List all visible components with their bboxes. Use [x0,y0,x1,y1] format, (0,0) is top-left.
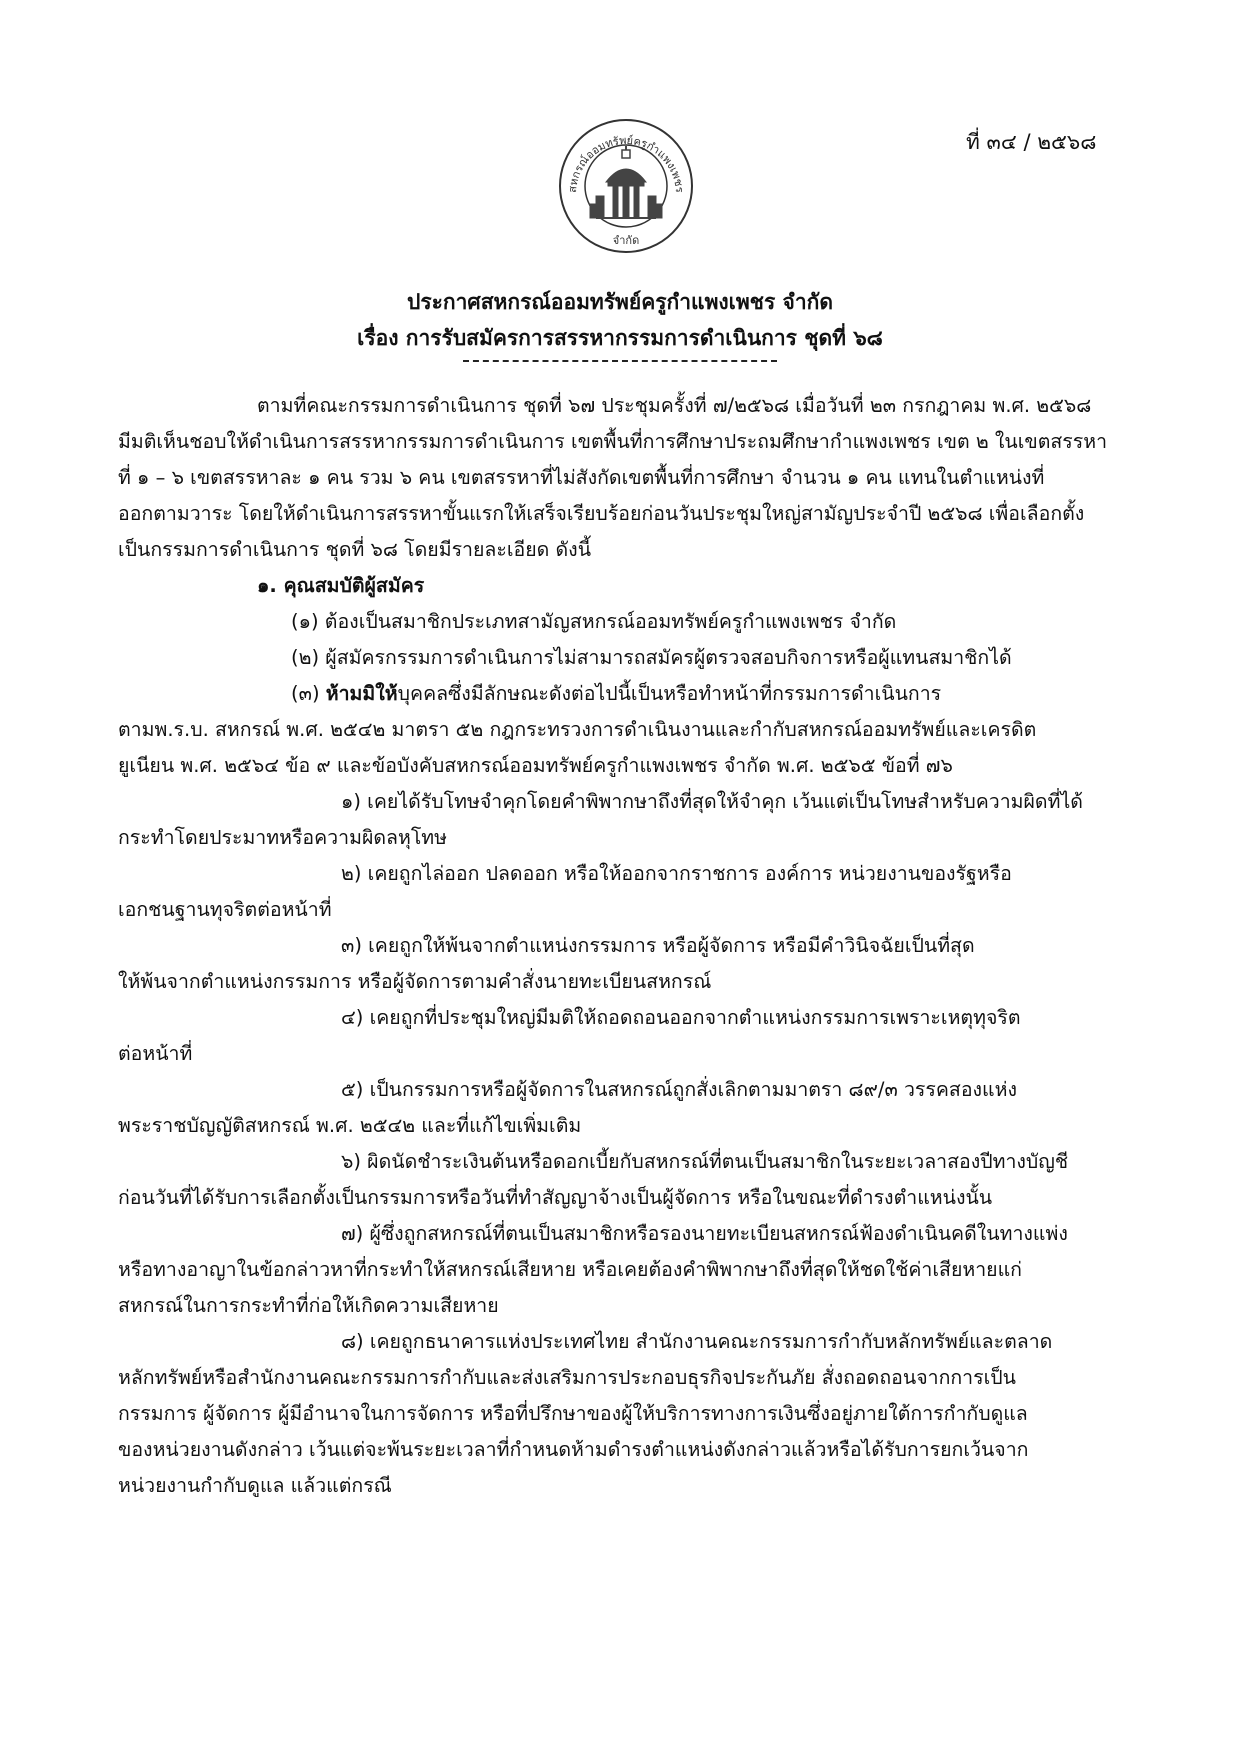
prohibited-emphasis: ห้ามมิให้ [325,682,398,705]
prohibition-item-3-continuation: ให้พ้นจากตำแหน่งกรรมการ หรือผู้จัดการตามคำสั่งนายทะเบียนสหกรณ์ [118,970,712,993]
intro-line: มีมติเห็นชอบให้ดำเนินการสรรหากรรมการดำเนินการ เขตพื้นที่การศึกษาประถมศึกษากำแพงเพชร เขต ๒ ในเขตสรรหา [118,430,1108,453]
intro-line: ออกตามวาระ โดยให้ดำเนินการสรรหาขั้นแรกให้เสร็จเรียบร้อยก่อนวันประชุมใหญ่สามัญประจำปี ๒๕๖๘ เพื่อเลือกตั้ง [118,502,1085,525]
announcement-subject: เรื่อง การรับสมัครการสรรหากรรมการดำเนินการ ชุดที่ ๖๘ [357,326,883,350]
seal-bottom-text: จำกัด [612,234,640,247]
seal-ring-text: สหกรณ์ออมทรัพย์ครูกำแพงเพชร [565,133,687,194]
prohibition-item-8-continuation: ของหน่วยงานดังกล่าว เว้นแต่จะพ้นระยะเวลาที่กำหนดห้ามดำรงตำแหน่งดังกล่าวแล้วหรือได้รับการยกเว้นจาก [118,1438,1029,1461]
qualification-continuation: ยูเนียน พ.ศ. ๒๕๖๔ ข้อ ๙ และข้อบังคับสหกรณ์ออมทรัพย์ครูกำแพงเพชร จำกัด พ.ศ. ๒๕๖๕ ข้อที่ ๗๖ [118,754,953,777]
prohibition-item-3: ๓) เคยถูกให้พ้นจากตำแหน่งกรรมการ หรือผู้จัดการ หรือมีคำวินิจฉัยเป็นที่สุด [341,934,975,957]
title-divider [463,360,777,362]
prohibition-item-1: ๑) เคยได้รับโทษจำคุกโดยคำพิพากษาถึงที่สุดให้จำคุก เว้นแต่เป็นโทษสำหรับความผิดที่ได้ [341,790,1083,813]
intro-line: ที่ ๑ – ๖ เขตสรรหาละ ๑ คน รวม ๖ คน เขตสรรหาที่ไม่สังกัดเขตพื้นที่การศึกษา จำนวน ๑ คน แทนในตำแหน่งที่ [118,466,1045,489]
prohibition-item-8-continuation: กรรมการ ผู้จัดการ ผู้มีอำนาจในการจัดการ หรือที่ปรึกษาของผู้ให้บริการทางการเงินซึ่งอยู่ภายใต้การกำกับดูแล [118,1402,1028,1425]
prohibition-item-8-continuation: หลักทรัพย์หรือสำนักงานคณะกรรมการกำกับและส่งเสริมการประกอบธุรกิจประกันภัย สั่งถอดถอนจากการเป็น [118,1366,1016,1389]
prohibition-item-5-continuation: พระราชบัญญัติสหกรณ์ พ.ศ. ๒๕๔๒ และที่แก้ไขเพิ่มเติม [118,1114,582,1137]
prohibition-item-7-continuation: สหกรณ์ในการกระทำที่ก่อให้เกิดความเสียหาย [118,1294,499,1317]
prohibition-item-2: ๒) เคยถูกไล่ออก ปลดออก หรือให้ออกจากราชการ องค์การ หน่วยงานของรัฐหรือ [341,862,1012,885]
prohibition-item-8-continuation: หน่วยงานกำกับดูแล แล้วแต่กรณี [118,1474,392,1497]
intro-line: ตามที่คณะกรรมการดำเนินการ ชุดที่ ๖๗ ประชุมครั้งที่ ๗/๒๕๖๘ เมื่อวันที่ ๒๓ กรกฎาคม พ.ศ. ๒๕๖๘ [257,394,1092,417]
intro-line: เป็นกรรมการดำเนินการ ชุดที่ ๖๘ โดยมีรายละเอียด ดังนี้ [118,538,592,561]
prohibition-item-4: ๔) เคยถูกที่ประชุมใหญ่มีมติให้ถอดถอนออกจากตำแหน่งกรรมการเพราะเหตุทุจริต [341,1006,1021,1029]
prohibition-item-5: ๕) เป็นกรรมการหรือผู้จัดการในสหกรณ์ถูกสั่งเลิกตามมาตรา ๘๙/๓ วรรคสองแห่ง [341,1078,1017,1101]
prohibition-item-7: ๗) ผู้ซึ่งถูกสหกรณ์ที่ตนเป็นสมาชิกหรือรองนายทะเบียนสหกรณ์ฟ้องดำเนินคดีในทางแพ่ง [341,1222,1068,1245]
qualification-item-prohibited: (๓) ห้ามมิให้บุคคลซึ่งมีลักษณะดังต่อไปนี้เป็นหรือทำหน้าที่กรรมการดำเนินการ [291,682,942,705]
qualification-continuation: ตามพ.ร.บ. สหกรณ์ พ.ศ. ๒๕๔๒ มาตรา ๕๒ กฎกระทรวงการดำเนินงานและกำกับสหกรณ์ออมทรัพย์และเครดิต [118,718,1037,741]
announcement-title: ประกาศสหกรณ์ออมทรัพย์ครูกำแพงเพชร จำกัด [407,290,833,314]
seal-emblem-icon [590,146,662,218]
prohibition-item-8: ๘) เคยถูกธนาคารแห่งประเทศไทย สำนักงานคณะกรรมการกำกับหลักทรัพย์และตลาด [341,1330,1053,1353]
prohibition-item-6: ๖) ผิดนัดชำระเงินต้นหรือดอกเบี้ยกับสหกรณ์ที่ตนเป็นสมาชิกในระยะเวลาสองปีทางบัญชี [341,1150,1069,1173]
qualification-item: (๑) ต้องเป็นสมาชิกประเภทสามัญสหกรณ์ออมทรัพย์ครูกำแพงเพชร จำกัด [291,610,897,633]
prohibition-item-1-continuation: กระทำโดยประมาทหรือความผิดลหุโทษ [118,826,448,849]
document-reference-number: ที่ ๓๔ / ๒๕๖๘ [966,130,1097,154]
prohibition-item-2-continuation: เอกชนฐานทุจริตต่อหน้าที่ [118,898,332,921]
section-heading-qualifications: ๑. คุณสมบัติผู้สมัคร [257,574,425,597]
prohibition-item-6-continuation: ก่อนวันที่ได้รับการเลือกตั้งเป็นกรรมการหรือวันที่ทำสัญญาจ้างเป็นผู้จัดการ หรือในขณะที่ดำรงตำแหน่งนั้น [118,1186,993,1209]
cooperative-seal-logo [556,116,696,256]
prohibition-item-7-continuation: หรือทางอาญาในข้อกล่าวหาที่กระทำให้สหกรณ์เสียหาย หรือเคยต้องคำพิพากษาถึงที่สุดให้ชดใช้ค่าเสียหายแก่ [118,1258,1022,1281]
qualification-item: (๒) ผู้สมัครกรรมการดำเนินการไม่สามารถสมัครผู้ตรวจสอบกิจการหรือผู้แทนสมาชิกได้ [291,646,1012,669]
prohibition-item-4-continuation: ต่อหน้าที่ [118,1042,193,1065]
